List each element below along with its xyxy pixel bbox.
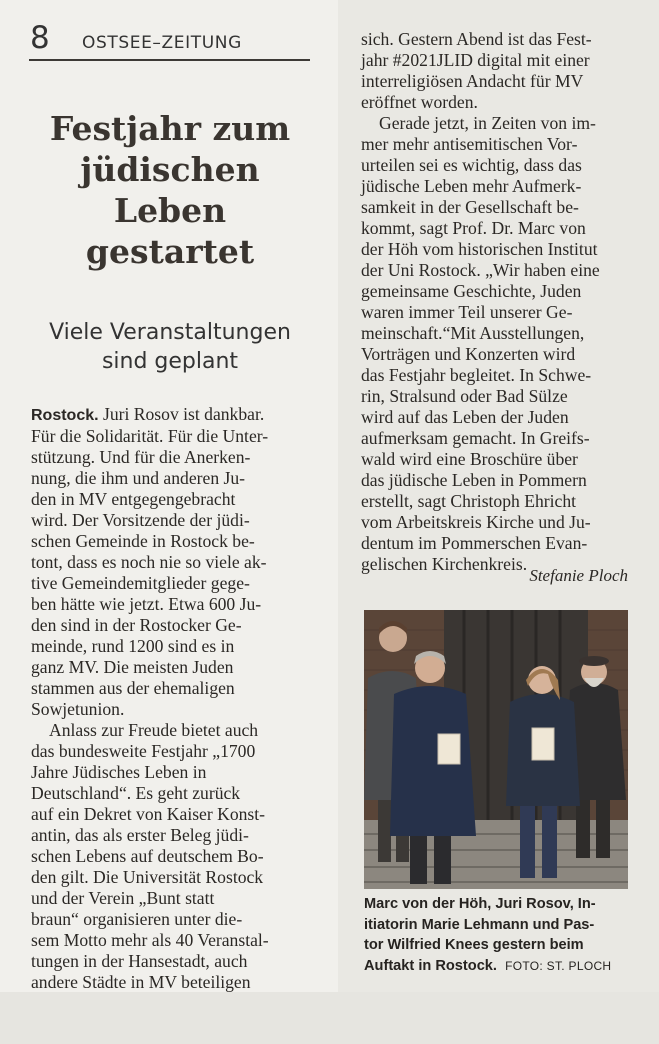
body-line: urteilen sei es wichtig, dass das [361,155,582,175]
body-line: das Festjahr begleitet. In Schwe- [361,365,592,385]
page-number: 8 [30,20,50,56]
body-line: interreligiösen Andacht für MV [361,71,584,91]
body-line: antin, das als erster Beleg jüdi- [31,825,249,845]
photo-caption [364,894,630,976]
headline-line: Festjahr zum [49,109,291,148]
paragraph-3 [361,29,628,113]
body-line: den gilt. Die Universität Rostock [31,867,264,887]
paragraph-1 [31,404,292,720]
dateline: Rostock. [31,407,99,424]
body-line: erstellt, sagt Christoph Ehricht [361,491,576,511]
body-line: tont, dass es noch nie so viele ak- [31,552,267,572]
subheadline-line: sind geplant [101,349,239,374]
body-line: Gerade jetzt, in Zeiten von im- [379,113,596,133]
body-line: Deutschland“. Es geht zurück [31,783,241,803]
headline-line: gestartet [85,232,255,271]
headline-line: jüdischen [80,150,260,189]
body-line: das jüdische Leben in Pommern [361,470,587,490]
body-line: braun“ organisieren unter die- [31,909,243,929]
body-line: tive Gemeindemitglieder gege- [31,573,250,593]
article-photo [364,610,628,889]
body-line: Jahre Jüdisches Leben in [31,762,207,782]
body-line: dentum im Pommerschen Evan- [361,533,588,553]
photo-credit: FOTO: ST. PLOCH [505,958,612,973]
body-line: auf ein Dekret von Kaiser Konst- [31,804,266,824]
body-line: stützung. Und für die Anerken- [31,447,251,467]
article-column-left [31,404,292,993]
caption-line: itiatorin Marie Lehmann und Pas- [364,916,595,933]
article-subheadline [26,318,314,376]
body-line: den in MV entgegengebracht [31,489,236,509]
body-line: ganz MV. Die meisten Juden [31,657,234,677]
body-line: gemeinsame Geschichte, Juden [361,281,582,301]
body-line: samkeit in der Gesellschaft be- [361,197,579,217]
body-line: das bundesweite Festjahr „1700 [31,741,256,761]
body-line: wird. Der Vorsitzende der jüdi- [31,510,250,530]
body-line: vom Arbeitskreis Kirche und Ju- [361,512,591,532]
body-line: Vorträgen und Konzerten wird [361,344,576,364]
newspaper-name: OSTSEE–ZEITUNG [82,33,242,53]
body-line: waren immer Teil unserer Ge- [361,302,573,322]
caption-line: Auftakt in Rostock. [364,957,497,974]
body-line: wald wird eine Broschüre über [361,449,578,469]
body-line: aufmerksam gemacht. In Greifs- [361,428,590,448]
body-line: Sowjetunion. [31,699,125,719]
body-line: eröffnet worden. [361,92,478,112]
photo-illustration [364,610,628,889]
body-line: kommt, sagt Prof. Dr. Marc von [361,218,586,238]
body-line: sem Motto mehr als 40 Veranstal- [31,930,269,950]
body-line: nung, die ihm und anderen Ju- [31,468,246,488]
body-line: Juri Rosov ist dankbar. [98,404,265,424]
body-line: jüdische Leben mehr Aufmerk- [361,176,582,196]
paragraph-2 [31,720,292,993]
body-line: tungen in der Hansestadt, auch [31,951,248,971]
body-line: und der Verein „Bunt statt [31,888,215,908]
body-line: meinschaft.“Mit Ausstellungen, [361,323,585,343]
body-line: der Höh vom historischen Institut [361,239,598,259]
body-line: den sind in der Rostocker Ge- [31,615,242,635]
body-line: jahr #2021JLID digital mit einer [361,50,590,70]
caption-line: Marc von der Höh, Juri Rosov, In- [364,896,596,912]
body-line: meinde, rund 1200 sind es in [31,636,235,656]
body-line: schen Gemeinde in Rostock be- [31,531,255,551]
body-line: schen Lebens auf deutschem Bo- [31,846,264,866]
body-line: ben hätte wie jetzt. Etwa 600 Ju- [31,594,262,614]
body-line: Für die Solidarität. Für die Unter- [31,426,269,446]
paragraph-4 [361,113,628,575]
body-line: Anlass zur Freude bietet auch [49,720,259,740]
subheadline-line: Viele Veranstaltungen [49,320,291,345]
body-line: andere Städte in MV beteiligen [31,972,251,992]
headline-line: Leben [113,191,227,230]
body-line: rin, Stralsund oder Bad Sülze [361,386,568,406]
body-line: stammen aus der ehemaligen [31,678,235,698]
body-line: mer mehr antisemitischen Vor- [361,134,578,154]
brochure [438,734,460,764]
author-byline: Stefanie Ploch [529,566,628,585]
article-headline [26,108,314,272]
caption-line: tor Wilfried Knees gestern beim [364,937,584,953]
article-column-right [361,29,628,575]
header-rule [29,59,310,61]
brochure [532,728,554,760]
body-line: der Uni Rostock. „Wir haben eine [361,260,600,280]
body-line: gelischen Kirchenkreis. [361,554,528,574]
page-shade-bottom [0,992,659,1044]
body-line: sich. Gestern Abend ist das Fest- [361,29,592,49]
body-line: wird auf das Leben der Juden [361,407,569,427]
